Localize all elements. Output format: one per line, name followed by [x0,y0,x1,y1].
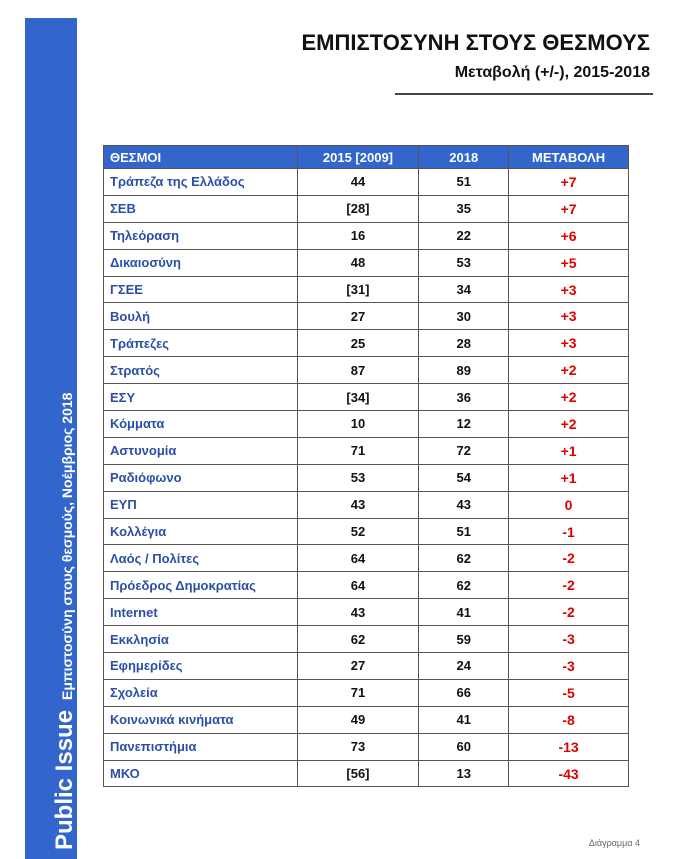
institutions-table [103,145,629,787]
change-value: +6 [509,222,629,249]
page-title: ΕΜΠΙΣΤΟΣΥΝΗ ΣΤΟΥΣ ΘΕΣΜΟΥΣ [301,30,650,55]
value-2015: 43 [297,599,419,626]
value-2015: 87 [297,357,419,384]
value-2015: [56] [297,760,419,787]
table-row [104,384,629,411]
value-2018: 54 [419,464,509,491]
brand-name: Public Issue [51,709,78,850]
change-value: +3 [509,276,629,303]
table-row [104,491,629,518]
change-value: +7 [509,169,629,196]
institution-name: ΜΚΟ [104,760,298,787]
value-2015: 73 [297,733,419,760]
value-2015: 48 [297,249,419,276]
value-2018: 60 [419,733,509,760]
change-value: -43 [509,760,629,787]
value-2018: 53 [419,249,509,276]
institution-name: ΕΥΠ [104,491,298,518]
value-2015: 52 [297,518,419,545]
table-row [104,276,629,303]
change-value: +1 [509,437,629,464]
change-value: -1 [509,518,629,545]
change-value: -5 [509,679,629,706]
value-2018: 59 [419,626,509,653]
institution-name: Εκκλησία [104,626,298,653]
value-2018: 51 [419,518,509,545]
value-2015: [31] [297,276,419,303]
value-2015: 27 [297,303,419,330]
change-value: -13 [509,733,629,760]
value-2018: 13 [419,760,509,787]
institution-name: Δικαιοσύνη [104,249,298,276]
table-row [104,599,629,626]
value-2018: 36 [419,384,509,411]
column-header-institutions: ΘΕΣΜΟΙ [104,146,298,169]
change-value: +3 [509,303,629,330]
change-value: -2 [509,599,629,626]
value-2015: [34] [297,384,419,411]
change-value: +3 [509,330,629,357]
table-row [104,222,629,249]
value-2015: 49 [297,706,419,733]
change-value: +2 [509,357,629,384]
table-header [104,146,629,169]
institution-name: Εφημερίδες [104,653,298,680]
value-2018: 43 [419,491,509,518]
institution-name: Λαός / Πολίτες [104,545,298,572]
table-body [104,169,629,787]
change-value: +2 [509,384,629,411]
institution-name: Τράπεζα της Ελλάδος [104,169,298,196]
institution-name: Ραδιόφωνο [104,464,298,491]
value-2015: 53 [297,464,419,491]
change-value: -3 [509,626,629,653]
value-2015: 62 [297,626,419,653]
institution-name: ΕΣΥ [104,384,298,411]
value-2018: 66 [419,679,509,706]
value-2015: [28] [297,195,419,222]
institution-name: Internet [104,599,298,626]
table-row [104,572,629,599]
value-2015: 64 [297,572,419,599]
institution-name: ΣΕΒ [104,195,298,222]
value-2018: 28 [419,330,509,357]
value-2018: 89 [419,357,509,384]
institution-name: Στρατός [104,357,298,384]
institution-name: Τράπεζες [104,330,298,357]
institution-name: Βουλή [104,303,298,330]
value-2018: 62 [419,545,509,572]
value-2018: 30 [419,303,509,330]
table-row [104,545,629,572]
column-header-2018: 2018 [419,146,509,169]
table-row [104,653,629,680]
table-row [104,437,629,464]
table-row [104,169,629,196]
change-value: -2 [509,545,629,572]
value-2018: 41 [419,706,509,733]
table-row [104,464,629,491]
change-value: -8 [509,706,629,733]
value-2015: 27 [297,653,419,680]
table-row [104,303,629,330]
value-2015: 44 [297,169,419,196]
value-2018: 72 [419,437,509,464]
page-subtitle: Μεταβολή (+/-), 2015-2018 [454,64,650,81]
value-2018: 35 [419,195,509,222]
value-2018: 51 [419,169,509,196]
institution-name: Κοινωνικά κινήματα [104,706,298,733]
value-2015: 25 [297,330,419,357]
table-row [104,626,629,653]
change-value: +7 [509,195,629,222]
table-row [104,760,629,787]
institution-name: Τηλεόραση [104,222,298,249]
change-value: 0 [509,491,629,518]
sidebar-subtitle: Εμπιστοσύνη στους θεσμούς, Νοέμβριος 2018 [59,392,75,700]
table-row [104,195,629,222]
title-divider [395,93,653,95]
change-value: +5 [509,249,629,276]
institution-name: Αστυνομία [104,437,298,464]
value-2018: 41 [419,599,509,626]
change-value: -3 [509,653,629,680]
value-2018: 24 [419,653,509,680]
table-row [104,411,629,438]
value-2015: 16 [297,222,419,249]
change-value: -2 [509,572,629,599]
table-row [104,330,629,357]
header-row [104,146,629,169]
value-2015: 71 [297,437,419,464]
institution-name: Σχολεία [104,679,298,706]
institution-name: Κολλέγια [104,518,298,545]
table-row [104,249,629,276]
change-value: +1 [509,464,629,491]
value-2015: 71 [297,679,419,706]
column-header-2015: 2015 [2009] [297,146,419,169]
table-row [104,733,629,760]
column-header-change: ΜΕΤΑΒΟΛΗ [509,146,629,169]
diagram-label: Διάγραμμα 4 [588,838,640,848]
institution-name: Πρόεδρος Δημοκρατίας [104,572,298,599]
value-2015: 64 [297,545,419,572]
institution-name: Κόμματα [104,411,298,438]
value-2018: 22 [419,222,509,249]
value-2015: 43 [297,491,419,518]
institution-name: ΓΣΕΕ [104,276,298,303]
table-row [104,679,629,706]
table-row [104,357,629,384]
change-value: +2 [509,411,629,438]
sidebar-caption [51,393,79,850]
table-row [104,706,629,733]
value-2018: 12 [419,411,509,438]
institution-name: Πανεπιστήμια [104,733,298,760]
value-2018: 62 [419,572,509,599]
value-2018: 34 [419,276,509,303]
table-row [104,518,629,545]
value-2015: 10 [297,411,419,438]
